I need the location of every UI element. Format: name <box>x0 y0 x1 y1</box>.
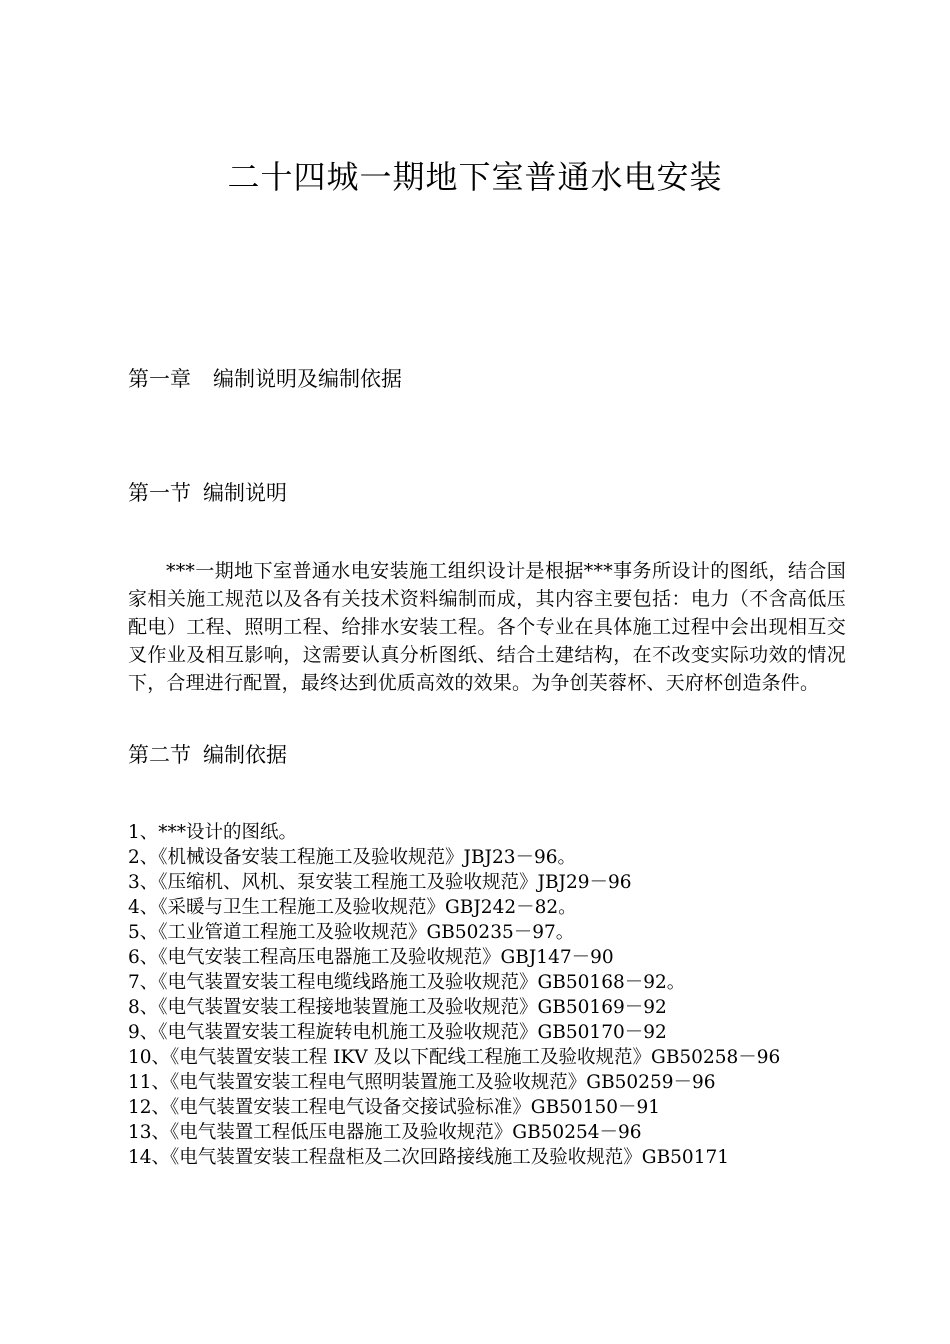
reference-item: 2、《机械设备安装工程施工及验收规范》JBJ23－96。 <box>128 847 577 868</box>
reference-item: 6、《电气安装工程高压电器施工及验收规范》GBJ147－90 <box>128 947 614 968</box>
intro-paragraph: ***一期地下室普通水电安装施工组织设计是根据***事务所设计的图纸，结合国家相关施工规范以及各有关技术资料编制而成，其内容主要包括：电力（不含高低压配电）工程、照明工程、给排水安装工程。各个专业在具体施工过程中会出现相互交叉作业及相互影响，这需要认真分析图纸、结合土建结构，在不改变实际功效的情况下，合理进行配置，最终达到优质高效的效果。为争创芙蓉杯、天府杯创造条件。 <box>128 560 846 694</box>
reference-item: 5、《工业管道工程施工及验收规范》GB50235－97。 <box>128 922 575 943</box>
section-2-number: 第二节 <box>128 743 191 767</box>
document-title: 二十四城一期地下室普通水电安装 <box>227 158 723 196</box>
reference-item: 3、《压缩机、风机、泵安装工程施工及验收规范》JBJ29－96 <box>128 872 632 893</box>
section-2-title: 编制依据 <box>203 743 287 767</box>
reference-item: 1、***设计的图纸。 <box>128 822 298 843</box>
section-1-title: 编制说明 <box>203 481 287 505</box>
section-heading-2 <box>128 740 287 770</box>
reference-item: 4、《采暖与卫生工程施工及验收规范》GBJ242－82。 <box>128 897 577 918</box>
reference-item: 9、《电气装置安装工程旋转电机施工及验收规范》GB50170－92 <box>128 1022 667 1043</box>
reference-item: 7、《电气装置安装工程电缆线路施工及验收规范》GB50168－92。 <box>128 972 686 993</box>
reference-item: 14、《电气装置安装工程盘柜及二次回路接线施工及验收规范》GB50171 <box>128 1147 730 1168</box>
reference-item: 11、《电气装置安装工程电气照明装置施工及验收规范》GB50259－96 <box>128 1072 716 1093</box>
chapter-title: 编制说明及编制依据 <box>213 367 402 391</box>
reference-item: 10、《电气装置安装工程 IKV 及以下配线工程施工及验收规范》GB50258－96 <box>128 1047 781 1068</box>
reference-item: 8、《电气装置安装工程接地装置施工及验收规范》GB50169－92 <box>128 997 667 1018</box>
chapter-heading <box>128 364 402 394</box>
chapter-number: 第一章 <box>128 367 191 391</box>
section-heading-1 <box>128 478 287 508</box>
reference-item: 12、《电气装置安装工程电气设备交接试验标准》GB50150－91 <box>128 1097 661 1118</box>
reference-item: 13、《电气装置工程低压电器施工及验收规范》GB50254－96 <box>128 1122 642 1143</box>
reference-list <box>128 820 848 1170</box>
section-1-number: 第一节 <box>128 481 191 505</box>
